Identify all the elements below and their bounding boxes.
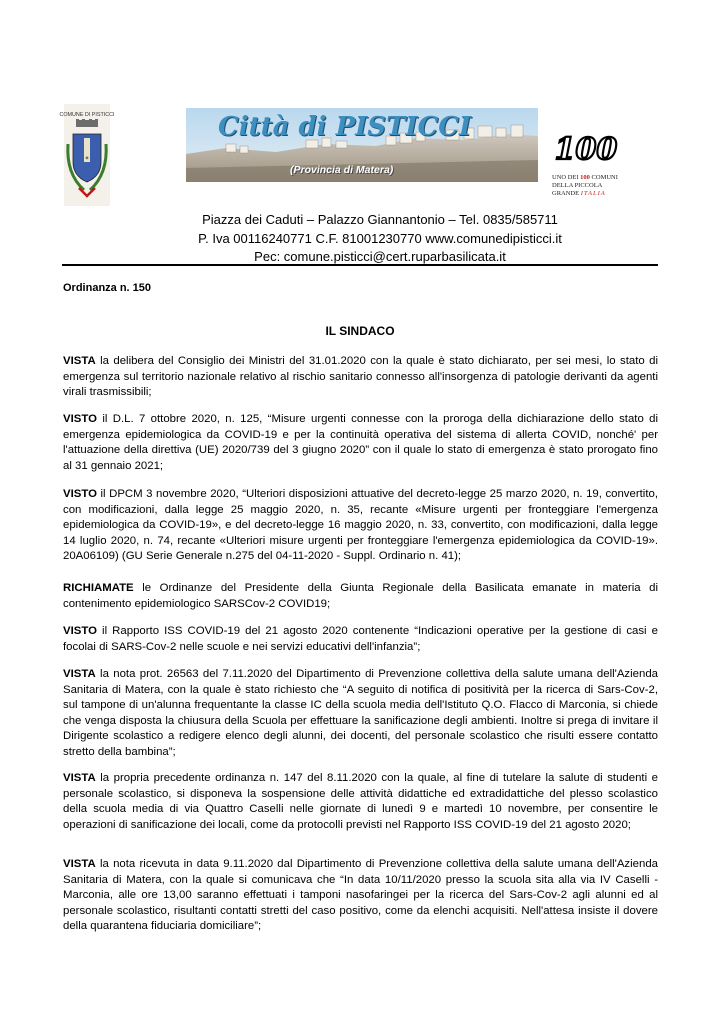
recital-paragraph: VISTA la delibera del Consiglio dei Ministri del 31.01.2020 con la quale è stato dichiarato, per sei mesi, lo stato di emergenza sul territorio nazionale relativo al rischio sanitario connesso all'insorgenza di patologie derivanti da agenti virali trasmissibili; bbox=[63, 355, 658, 399]
cento-comuni-logo-icon bbox=[554, 130, 618, 166]
recital-paragraph: VISTO il Rapporto ISS COVID-19 del 21 agosto 2020 contenente “Indicazioni operative per la gestione di casi e focolai di SARS-Cov-2 nelle scuole e nei servizi educativi dell'infanzia”; bbox=[63, 625, 658, 653]
section-heading: IL SINDACO bbox=[325, 324, 395, 338]
recital-paragraph: VISTA la nota prot. 26563 del 7.11.2020 del Dipartimento di Prevenzione collettiva della salute umana dell'Azienda Sanitaria di Matera, con la quale è stato richiesto che “A seguito di notifica di positività per la ricerca di Sars-Cov-2, sul tampone di un'alunna frequentante la classe IC della scuola media dell'Istituto Q.O. Flacco di Marconia, si chiede che venga disposta la chiusura della Scuola per effettuare la sanificazione degli ambienti. Inoltre si prega di invitare il Dirigente scolastico a redigere elenco degli alunni, dei docenti, del personale scolastico che risulti essere contatto stretto della bambina”; bbox=[63, 668, 658, 758]
recital-paragraph: VISTO il DPCM 3 novembre 2020, “Ulteriori disposizioni attuative del decreto-legge 25 marzo 2020, n. 19, convertito, con modificazioni, dalla legge 25 maggio 2020, n. 35, recante «Misure urgenti per fronteggiare l'emergenza epidemiologica da COVID-19», e del decreto-legge 16 maggio 2020, n. 33, convertito, con modificazioni, dalla legge 14 luglio 2020, n. 74, recante «Ulteriori misure urgenti per fronteggiare l'emergenza epidemiologica da COVID-19». 20A06109) (GU Serie Generale n.275 del 04-11-2020 - Suppl. Ordinario n. 41); bbox=[63, 488, 658, 563]
crest-caption: COMUNE DI PISTICCI bbox=[59, 112, 115, 118]
recital-paragraph: VISTA la nota ricevuta in data 9.11.2020 dal Dipartimento di Prevenzione collettiva della salute umana dell'Azienda Sanitaria di Matera, con la quale si comunicava che “In data 10/11/2020 presso la scuola sita alla via IV Caselli - Marconia, alle ore 13,00 saranno effettuati i tamponi nasofaringei per la ricerca del Sars-Cov-2 agli alunni ed al personale scolastico, risultanti contatti stretti del caso positivo, come da elenchi acquisiti. Nell'attesa insiste il dovere della quarantena fiduciaria domiciliare”; bbox=[63, 858, 658, 933]
coat-of-arms-icon bbox=[59, 104, 115, 206]
recital-paragraph: VISTO il D.L. 7 ottobre 2020, n. 125, “Misure urgenti connesse con la proroga della dichiarazione dello stato di emergenza epidemiologica da COVID-19 e per la continuità operativa del sistema di allerta COVID, nonché' per l'attuazione della direttiva (UE) 2020/739 del 3 giugno 2020” con il quale lo stato di emergenza è stato prorogato fino al 31 gennaio 2021; bbox=[63, 413, 658, 472]
banner-subtitle: (Provincia di Matera) bbox=[290, 164, 394, 176]
svg-text:✶: ✶ bbox=[84, 156, 90, 162]
city-banner bbox=[186, 108, 538, 182]
recital-paragraph: RICHIAMATE le Ordinanze del Presidente della Giunta Regionale della Basilicata emanate in materia di contenimento epidemiologico SARSCov-2 COVID19; bbox=[63, 582, 658, 610]
tax-and-website-line: P. Iva 00116240771 C.F. 81001230770 www.comunedipisticci.it bbox=[198, 231, 562, 246]
ordinance-number: Ordinanza n. 150 bbox=[63, 282, 152, 294]
banner-title: Città di PISTICCI bbox=[218, 112, 472, 142]
address-line: Piazza dei Caduti – Palazzo Giannantonio – Tel. 0835/585711 bbox=[202, 212, 558, 227]
header-divider bbox=[62, 264, 658, 266]
logo-number: 100 bbox=[554, 132, 618, 167]
cento-comuni-caption: UNO DEI 100 COMUNI DELLA PICCOLA GRANDE ITALIA bbox=[552, 174, 618, 197]
pec-email-line: Pec: comune.pisticci@cert.ruparbasilicata.it bbox=[254, 249, 506, 264]
recital-paragraph: VISTA la propria precedente ordinanza n. 147 del 8.11.2020 con la quale, al fine di tutelare la salute di studenti e personale scolastico, si disponeva la sospensione delle attività didattiche ed extradidattiche del plesso scolastico della scuola media di via Quattro Caselli nelle giornate di lunedì 9 e martedì 10 novembre, per consentire le operazioni di sanificazione dei locali, come da protocolli previsti nel Rapporto ISS COVID-19 del 21 agosto 2020; bbox=[63, 772, 658, 831]
